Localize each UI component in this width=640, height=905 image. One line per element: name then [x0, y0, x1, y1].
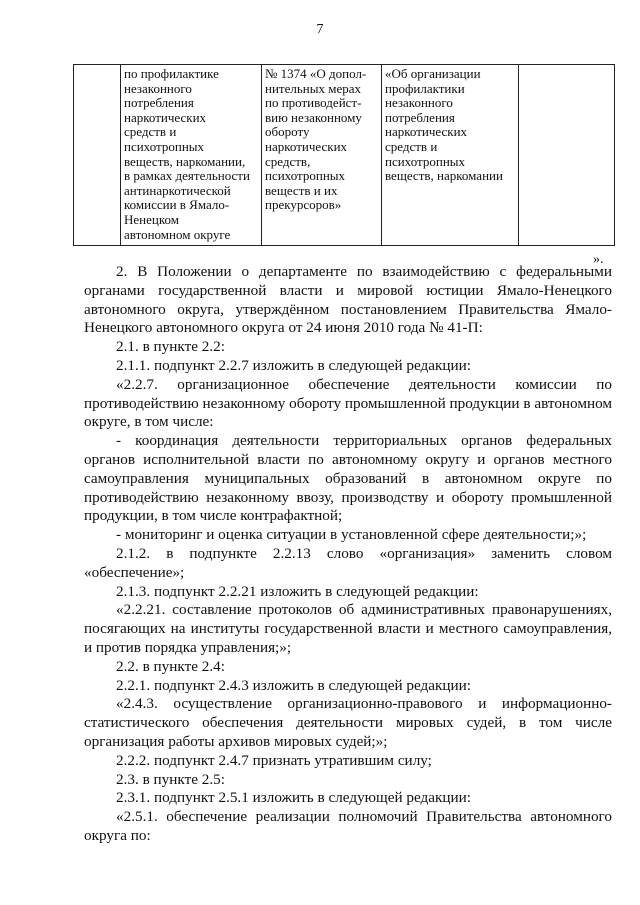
- continued-table: [73, 64, 615, 246]
- cell-line: наркотических: [385, 124, 468, 140]
- paragraph: 2.2.2. подпункт 2.4.7 признать утратившим силу;: [116, 751, 432, 769]
- cell-line: обороту: [265, 124, 310, 140]
- cell-line: по профилактике: [124, 66, 219, 81]
- paragraph: 2.1.1. подпункт 2.2.7 изложить в следующей редакции:: [116, 356, 471, 374]
- paragraph: «2.2.21. составление протоколов об административных правонарушениях, посягающих на институты государственной власти и местного самоуправления, и против порядка управления;»;: [84, 601, 612, 656]
- paragraph: - координация деятельности территориальных органов федеральных органов исполнительной власти по автономному округу и органов местного самоуправления муниципальных образований в автономном округе по противодействию незаконному ввозу, производству и обороту промышленной продукции, в том числе контрафактной;: [84, 432, 612, 525]
- cell-line: наркотических: [265, 138, 348, 154]
- table-cell-2: [121, 65, 262, 246]
- cell-line: в рамках деятельности: [124, 168, 250, 184]
- paragraph: - мониторинг и оценка ситуации в установленной сфере деятельности;»;: [116, 526, 587, 544]
- paragraph: 2.2.1. подпункт 2.4.3 изложить в следующей редакции:: [116, 676, 471, 694]
- cell-line: веществ и их: [265, 182, 338, 198]
- cell-line: антинаркотической: [124, 182, 231, 198]
- cell-line: нительных мерах: [265, 80, 361, 96]
- cell-line: «Об организации: [385, 66, 481, 81]
- cell-line: веществ, наркомании,: [124, 153, 246, 169]
- paragraph: 2.1. в пункте 2.2:: [116, 338, 225, 356]
- cell-line: Ненецком: [124, 211, 179, 227]
- table-cell-1: [74, 65, 121, 246]
- cell-line: наркотических: [124, 109, 207, 125]
- paragraph: 2.1.2. в подпункте 2.2.13 слово «организация» заменить словом «обеспечение»;: [84, 544, 612, 581]
- cell-line: комиссии в Ямало-: [124, 197, 230, 213]
- cell-line: вию незаконному: [265, 109, 362, 125]
- cell-line: психотропных: [124, 138, 205, 154]
- cell-line: потребления: [385, 109, 455, 125]
- cell-line: по противодейст-: [265, 95, 362, 111]
- cell-line: средств и: [124, 124, 177, 140]
- paragraph: «2.4.3. осуществление организационно-правового и информационно-статистического обеспечения деятельности мировых судей, в том числе организация работы архивов мировых судей;»;: [84, 695, 612, 750]
- cell-line: незаконного: [124, 80, 192, 96]
- cell-line: профилактики: [385, 80, 465, 96]
- paragraph: «2.5.1. обеспечение реализации полномочий Правительства автономного округа по:: [84, 808, 612, 844]
- paragraph: 2.1.3. подпункт 2.2.21 изложить в следующей редакции:: [116, 582, 479, 600]
- cell-line: средств и: [385, 138, 438, 154]
- cell-line: потребления: [124, 95, 194, 111]
- table-body: [74, 65, 615, 246]
- document-body: [84, 263, 612, 846]
- table-row: [74, 65, 615, 246]
- cell-line: прекурсоров»: [265, 197, 342, 213]
- paragraph: 2.3. в пункте 2.5:: [116, 770, 225, 788]
- page-number: 7: [316, 22, 324, 37]
- cell-line: № 1374 «О допол-: [265, 66, 367, 81]
- cell-line: веществ, наркомании: [385, 168, 503, 184]
- table-cell-4: [382, 65, 519, 246]
- cell-line: средств,: [265, 153, 311, 169]
- table-cell-3: [262, 65, 382, 246]
- cell-line: психотропных: [265, 168, 346, 184]
- table-cell-5: [519, 65, 615, 246]
- cell-line: психотропных: [385, 153, 466, 169]
- paragraph: «2.2.7. организационное обеспечение деятельности комиссии по противодействию незаконному обороту промышленной продукции в автономном округе, в том числе:: [84, 375, 612, 431]
- paragraph: 2.3.1. подпункт 2.5.1 изложить в следующей редакции:: [116, 789, 471, 807]
- paragraph: 2. В Положении о департаменте по взаимодействию с федеральными органами государственной власти и мировой юстиции Ямало-Ненецкого автономного округа, утверждённом постановлением Правительства Ямало-Ненецкого автономного округа от 24 июня 2010 года № 41-П:: [84, 263, 612, 337]
- cell-line: незаконного: [385, 95, 453, 111]
- cell-line: автономном округе: [124, 226, 231, 242]
- closing-quote-mark: ».: [593, 252, 604, 267]
- paragraph: 2.2. в пункте 2.4:: [116, 657, 225, 675]
